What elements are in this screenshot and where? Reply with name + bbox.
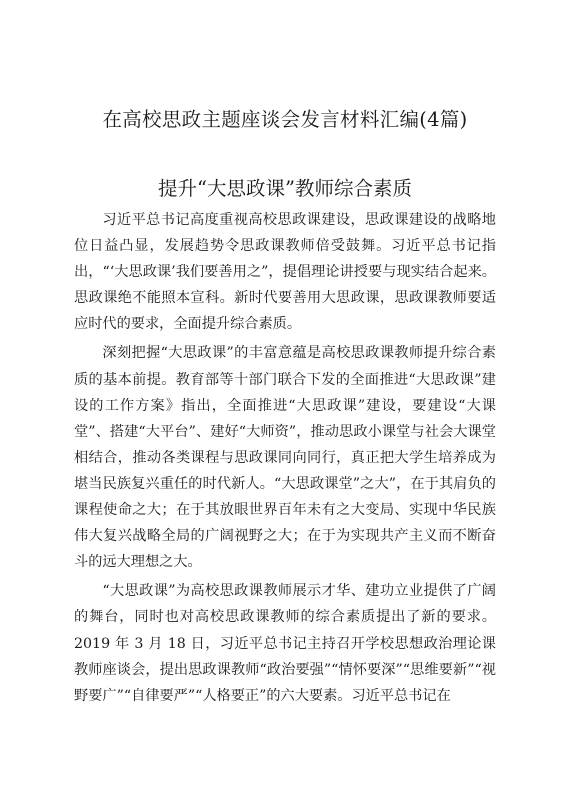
document-body	[74, 207, 496, 709]
paragraph-1: 习近平总书记高度重视高校思政课建设，思政课建设的战略地位日益凸显，发展趋势令思政课教师倍受鼓舞。习近平总书记指出，“‘大思政课’我们要善用之”，提倡理论讲授要与现实结合起来。思政课绝不能照本宣科。新时代要善用大思政课，思政课教师要适应时代的要求，全面提升综合素质。	[74, 212, 496, 333]
section-title: 提升“大思政课”教师综合素质	[158, 177, 412, 200]
document-title: 在高校思政主题座谈会发言材料汇编(4篇)	[102, 108, 468, 131]
paragraph-3: “大思政课”为高校思政课教师展示才华、建功立业提供了广阔的舞台，同时也对高校思政课教师的综合素质提出了新的要求。2019 年 3 月 18 日，习近平总书记主持召开学校思想政治理论课教师座谈会，提出思政课教师“政治要强”“情怀要深”“思维要新”“视野要广”“自律要严”“人格要正”的六大要素。习近平总书记在	[74, 583, 496, 704]
paragraph-2: 深刻把握“大思政课”的丰富意蕴是高校思政课教师提升综合素质的基本前提。教育部等十部门联合下发的全面推进“大思政课”建设的工作方案》指出，全面推进“大思政课”建设，要建设“大课堂”、搭建“大平台”、建好“大师资”，推动思政小课堂与社会大课堂相结合，推动各类课程与思政课同向同行，真正把大学生培养成为堪当民族复兴重任的时代新人。“大思政课堂”之大”，在于其肩负的课程使命之大；在于其放眼世界百年未有之大变局、实现中华民族伟大复兴战略全局的广阔视野之大；在于为实现共产主义而不断奋斗的远大理想之大。	[74, 345, 496, 571]
